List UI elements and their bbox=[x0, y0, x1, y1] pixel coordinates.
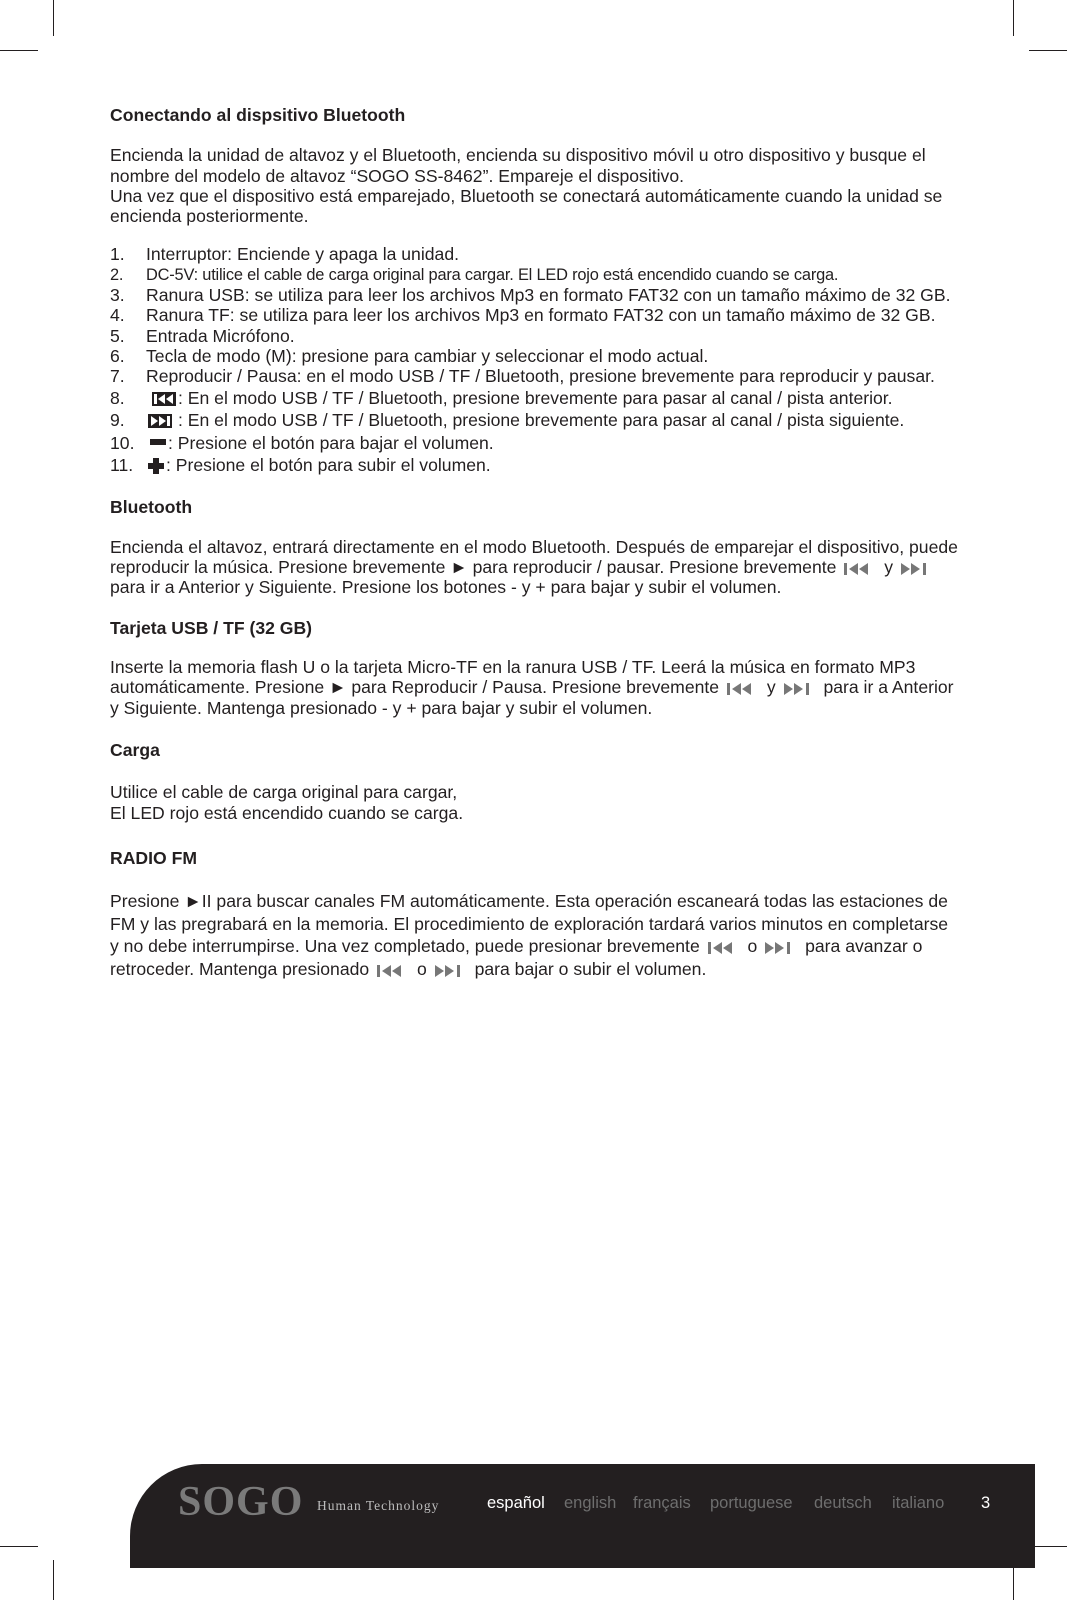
list-item: 2. DC-5V: utilice el cable de carga original para cargar. El LED rojo está encendido cuando se carga. bbox=[110, 265, 839, 284]
crop-mark bbox=[1013, 0, 1014, 36]
next-track-icon bbox=[783, 682, 817, 696]
section-title-carga: Carga bbox=[110, 739, 160, 760]
next-track-icon bbox=[900, 562, 934, 576]
section-title-connect: Conectando al dispsitivo Bluetooth bbox=[110, 105, 406, 125]
list-item: 8. : En el modo USB / TF / Bluetooth, presione brevemente para pasar al canal / pista anterior. bbox=[110, 387, 893, 408]
next-track-icon bbox=[764, 941, 798, 955]
previous-track-icon bbox=[726, 682, 760, 696]
usb-paragraph: Inserte la memoria flash U o la tarjeta Micro-TF en la ranura USB / TF. Leerá la música en formato MP3 automáticamente. Presione ► para Reproducir / Pausa. Presione brevemente y para ir a Anterior y Siguiente. Mantenga presionado - y + para bajar y subir el volumen. bbox=[110, 657, 954, 718]
minus-icon bbox=[148, 436, 166, 452]
next-track-icon bbox=[434, 964, 468, 978]
connect-paragraph: Encienda la unidad de altavoz y el Bluetooth, encienda su dispositivo móvil u otro dispositivo y busque el nombre del modelo de altavoz “SOGO SS-8462”. Empareje el dispositivo. bbox=[110, 145, 926, 186]
radio-paragraph: Presione ►II para buscar canales FM automáticamente. Esta operación escaneará todas las estaciones de FM y las pregrabará en la memoria. El procedimiento de exploración tardará varios minutos en completarse y no debe interrumpirse. Una vez completado, puede presionar brevemente o para avanzar o retroceder. Mantenga presionado o para bajar o subir el volumen. bbox=[110, 891, 949, 979]
list-item: 11. : Presione el botón para subir el volumen. bbox=[110, 454, 491, 475]
carga-line: Utilice el cable de carga original para cargar, bbox=[110, 782, 458, 803]
section-title-bluetooth: Bluetooth bbox=[110, 496, 193, 517]
previous-track-icon bbox=[707, 941, 741, 955]
brand-tagline: Human Technology bbox=[317, 1498, 440, 1513]
section-title-radio: RADIO FM bbox=[110, 847, 197, 868]
list-item: 7. Reproducir / Pausa: en el modo USB / TF / Bluetooth, presione brevemente para reproducir y pausar. bbox=[110, 366, 935, 387]
list-item: 9. : En el modo USB / TF / Bluetooth, presione brevemente para pasar al canal / pista siguiente. bbox=[110, 410, 905, 431]
carga-line: El LED rojo está encendido cuando se carga. bbox=[110, 802, 464, 823]
next-track-icon bbox=[148, 413, 176, 429]
brand-logo: SOGO bbox=[178, 1479, 304, 1525]
list-item: 4. Ranura TF: se utiliza para leer los archivos Mp3 en formato FAT32 con un tamaño máximo de 32 GB. bbox=[110, 305, 936, 326]
footer-bar bbox=[130, 1464, 1035, 1568]
list-item: 6. Tecla de modo (M): presione para cambiar y seleccionar el modo actual. bbox=[110, 345, 709, 366]
language-link-italiano[interactable]: italiano bbox=[892, 1494, 945, 1512]
section-title-usb: Tarjeta USB / TF (32 GB) bbox=[110, 617, 313, 638]
controls-list bbox=[110, 244, 960, 475]
list-item: 1. Interruptor: Enciende y apaga la unidad. bbox=[110, 244, 459, 265]
connect-paragraph: Una vez que el dispositivo está emparejado, Bluetooth se conectará automáticamente cuando la unidad se encienda posteriormente. bbox=[110, 185, 943, 227]
list-item: 3. Ranura USB: se utiliza para leer los archivos Mp3 en formato FAT32 con un tamaño máximo de 32 GB. bbox=[110, 285, 951, 306]
crop-mark bbox=[53, 0, 54, 36]
language-link-english[interactable]: english bbox=[564, 1494, 617, 1512]
previous-track-icon bbox=[843, 562, 877, 576]
list-item: 10. : Presione el botón para bajar el volumen. bbox=[110, 432, 494, 453]
list-item: 5. Entrada Micrófono. bbox=[110, 325, 295, 346]
crop-mark bbox=[53, 1560, 54, 1600]
language-link-francais[interactable]: français bbox=[633, 1494, 691, 1512]
language-link-deutsch[interactable]: deutsch bbox=[814, 1494, 872, 1512]
bluetooth-paragraph: Encienda el altavoz, entrará directamente en el modo Bluetooth. Después de emparejar el dispositivo, puede reproducir la música. Presione brevemente ► para reproducir / pausar. Presione brevemente y para ir a Anterior y Siguiente. Presione los botones - y + para bajar y subir el volumen. bbox=[110, 536, 958, 598]
crop-mark bbox=[0, 1546, 38, 1547]
crop-mark bbox=[1029, 50, 1067, 51]
language-link-espanol[interactable]: español bbox=[487, 1494, 545, 1512]
crop-mark bbox=[0, 50, 38, 51]
manual-content bbox=[110, 105, 960, 980]
plus-icon bbox=[148, 458, 164, 474]
previous-track-icon bbox=[148, 391, 176, 407]
previous-track-icon bbox=[376, 964, 410, 978]
page-number: 3 bbox=[981, 1494, 991, 1512]
language-link-portuguese[interactable]: portuguese bbox=[710, 1494, 793, 1512]
